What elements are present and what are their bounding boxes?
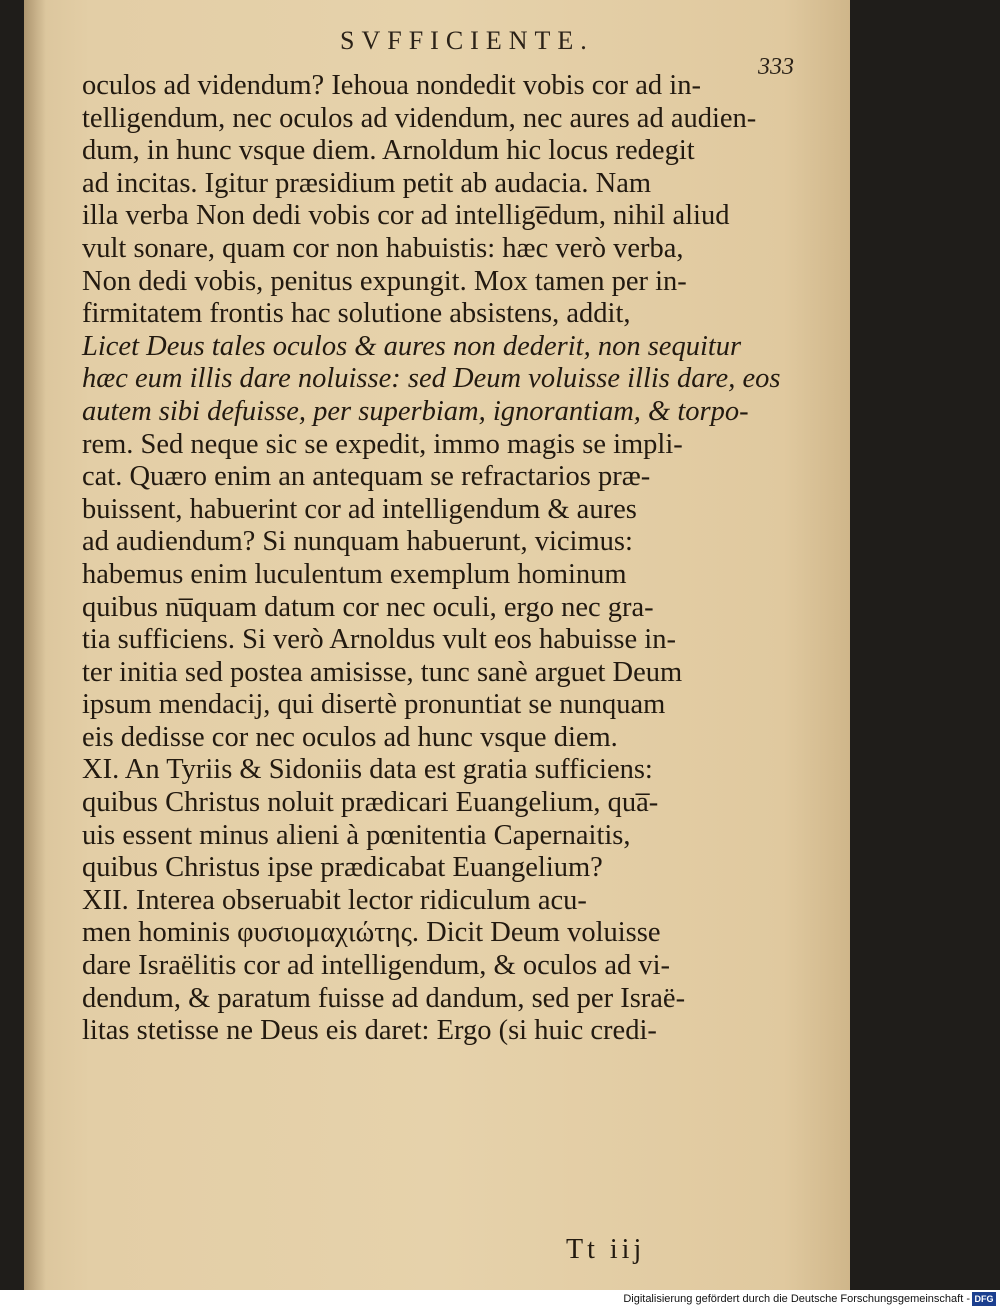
text-line: ter initia sed postea amisisse, tunc sanè arguet Deum — [82, 656, 683, 688]
signature-mark: Tt iij — [566, 1234, 646, 1265]
text-line: dum, in hunc vsque diem. Arnoldum hic locus redegit — [82, 135, 695, 167]
text-line: buissent, habuerint cor ad intelligendum & aures — [82, 493, 637, 525]
text-line: dare Israëlitis cor ad intelligendum, & oculos ad vi- — [82, 950, 671, 982]
body-text — [82, 70, 802, 1048]
text-line: dendum, & paratum fuisse ad dandum, sed per Israë- — [82, 982, 686, 1014]
text-line: quibus Christus noluit prædicari Euangelium, qua̅- — [82, 787, 659, 819]
page-number: 333 — [758, 54, 794, 80]
text-line: Licet Deus tales oculos & aures non dederit, non sequitur — [82, 330, 742, 362]
text-line: quibus nu̅quam datum cor nec oculi, ergo nec gra- — [82, 591, 654, 623]
text-line: telligendum, nec oculos ad videndum, nec aures ad audien- — [82, 102, 757, 134]
text-line: ad audiendum? Si nunquam habuerunt, vicimus: — [82, 526, 633, 558]
text-line: vult sonare, quam cor non habuistis: hæc verò verba, — [82, 232, 684, 264]
text-line: rem. Sed neque sic se expedit, immo magis se impli- — [82, 428, 683, 460]
text-line: XII. Interea obseruabit lector ridiculum acu- — [82, 884, 587, 916]
text-line: XI. An Tyriis & Sidoniis data est gratia sufficiens: — [82, 754, 653, 786]
text-line: litas stetisse ne Deus eis daret: Ergo (si huic credi- — [82, 1015, 657, 1047]
dfg-logo-icon: DFG — [972, 1292, 996, 1306]
text-line: ipsum mendacij, qui disertè pronuntiat se nunquam — [82, 689, 666, 721]
text-line: Non dedi vobis, penitus expungit. Mox tamen per in- — [82, 265, 687, 297]
text-line: oculos ad videndum? Iehoua nondedit vobis cor ad in- — [82, 70, 701, 101]
page-gutter-shadow — [24, 0, 46, 1290]
running-head: SVFFICIENTE. — [340, 26, 594, 55]
text-line: firmitatem frontis hac solutione absistens, addit, — [82, 298, 631, 330]
text-line: eis dedisse cor nec oculos ad hunc vsque diem. — [82, 721, 618, 753]
text-line: ad incitas. Igitur præsidium petit ab audacia. Nam — [82, 167, 652, 199]
text-line: men hominis φυσιομαχιώτης. Dicit Deum voluisse — [82, 917, 661, 949]
footer-bar — [0, 1290, 1000, 1311]
text-line: uis essent minus alieni à pœnitentia Capernaitis, — [82, 819, 631, 851]
text-line: quibus Christus ipse prædicabat Euangelium? — [82, 852, 603, 884]
text-line: cat. Quæro enim an antequam se refractarios præ- — [82, 461, 651, 493]
funding-credit: Digitalisierung gefördert durch die Deutsche Forschungsgemeinschaft - — [623, 1293, 970, 1305]
text-line: hæc eum illis dare noluisse: sed Deum voluisse illis dare, eos — [82, 363, 781, 395]
text-line: tia sufficiens. Si verò Arnoldus vult eos habuisse in- — [82, 624, 676, 656]
text-line: illa verba Non dedi vobis cor ad intellige̅dum, nihil aliud — [82, 200, 730, 232]
text-line: habemus enim luculentum exemplum hominum — [82, 558, 627, 590]
text-line: autem sibi defuisse, per superbiam, ignorantiam, & torpo- — [82, 395, 749, 427]
